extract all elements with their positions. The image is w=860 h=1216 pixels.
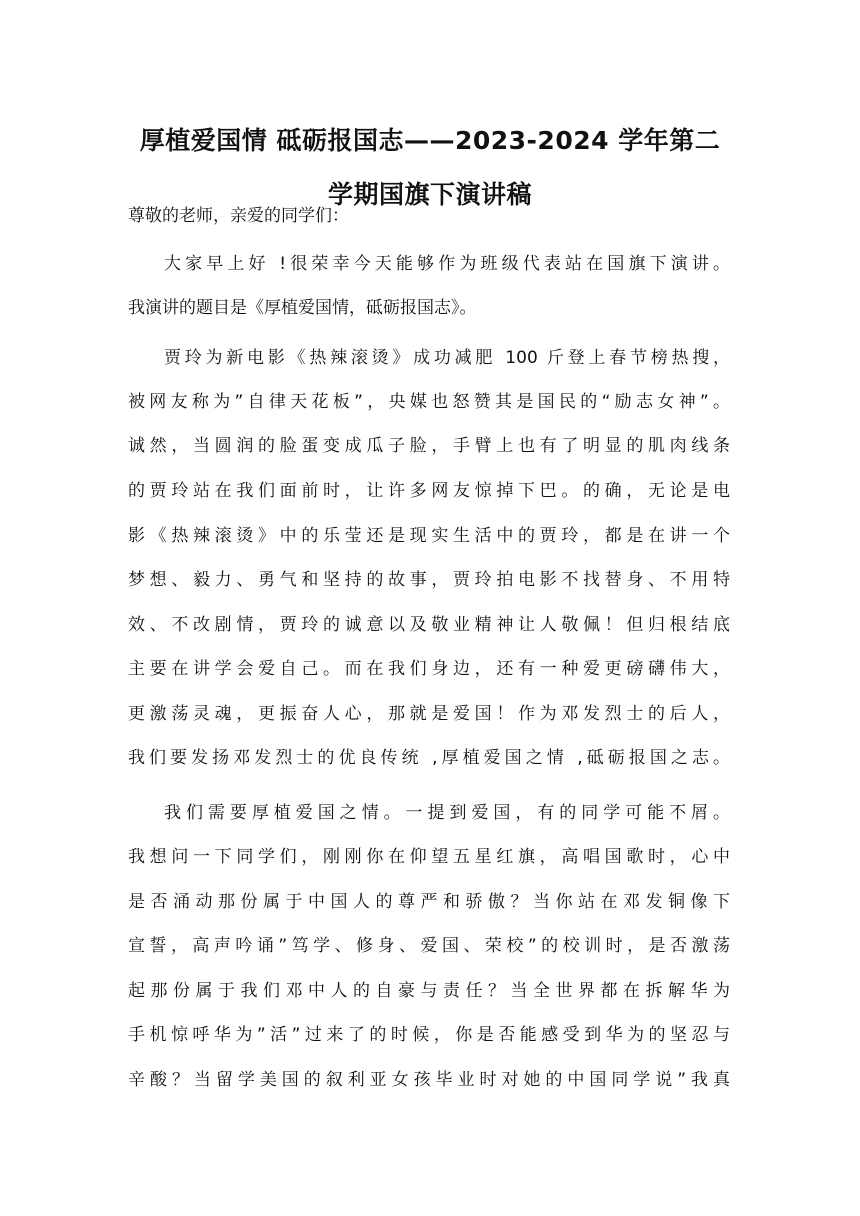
text-line: 大家早上好 !很荣幸今天能够作为班级代表站在国旗下演讲。	[164, 254, 730, 274]
text-line: 我们要发扬邓发烈士的优良传统 ,厚植爱国之情 ,砥砺报国之志。	[128, 748, 730, 768]
text-line: 是否涌动那份属于中国人的尊严和骄傲？当你站在邓发铜像下	[128, 892, 730, 912]
text-line: 更激荡灵魂，更振奋人心，那就是爱国！作为邓发烈士的后人，	[128, 704, 730, 724]
text-line: 被网友称为”自律天花板”，央媒也怒赞其是国民的“励志女神”。	[128, 392, 730, 412]
text-line: 诚然，当圆润的脸蛋变成瓜子脸，手臂上也有了明显的肌肉线条	[128, 436, 730, 456]
title-line-1: 厚植爱国情 砥砺报国志——2023-2024 学年第二	[139, 126, 721, 155]
text-line: 起那份属于我们邓中人的自豪与责任？当全世界都在拆解华为	[128, 981, 730, 1001]
text-line: 主要在讲学会爱自己。而在我们身边，还有一种爱更磅礴伟大，	[128, 659, 730, 679]
text-line: 效、不改剧情，贾玲的诚意以及敬业精神让人敬佩！但归根结底	[128, 615, 730, 635]
text-line: 我想问一下同学们，刚刚你在仰望五星红旗，高唱国歌时，心中	[128, 847, 730, 867]
text-line: 手机惊呼华为”活”过来了的时候，你是否能感受到华为的坚忍与	[128, 1025, 730, 1045]
text-line: 影《热辣滚烫》中的乐莹还是现实生活中的贾玲，都是在讲一个	[128, 526, 730, 546]
text-line: 我演讲的题目是《厚植爱国情，砥砺报国志》。	[128, 298, 477, 318]
text-line: 梦想、毅力、勇气和坚持的故事，贾玲拍电影不找替身、不用特	[128, 570, 730, 590]
title-line-2: 学期国旗下演讲稿	[327, 180, 532, 209]
text-line: 宣誓，高声吟诵”笃学、修身、爱国、荣校”的校训时，是否激荡	[128, 936, 730, 956]
text-line: 辛酸？当留学美国的叙利亚女孩毕业时对她的中国同学说”我真	[128, 1070, 730, 1090]
text-line: 贾玲为新电影《热辣滚烫》成功减肥 100 斤登上春节榜热搜，	[164, 348, 730, 368]
text-line: 的贾玲站在我们面前时，让许多网友惊掉下巴。的确，无论是电	[128, 481, 730, 501]
greeting-line: 尊敬的老师，亲爱的同学们：	[128, 206, 349, 226]
text-line: 我们需要厚植爱国之情。一提到爱国，有的同学可能不屑。	[164, 803, 730, 823]
